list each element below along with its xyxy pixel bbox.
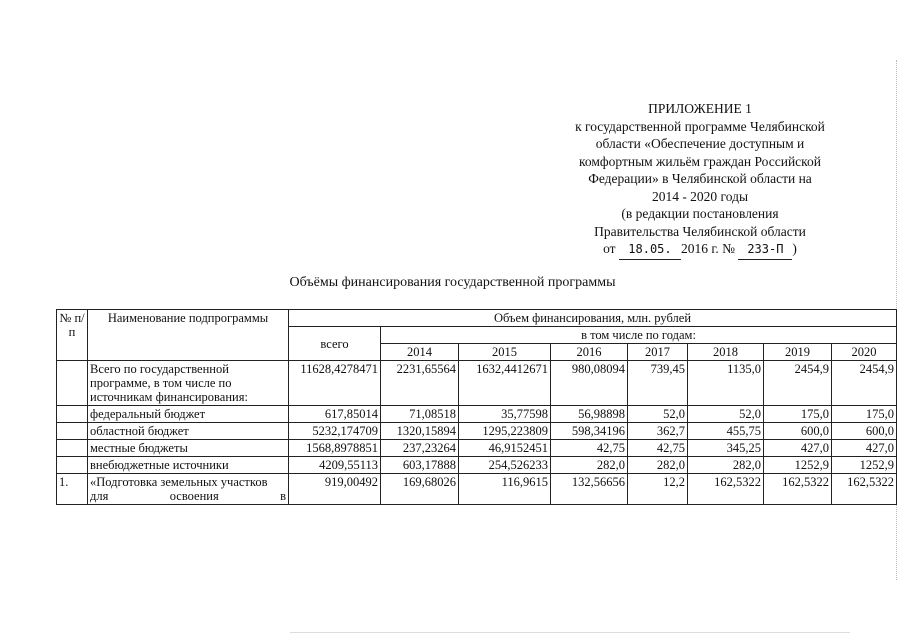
appendix-line: к государственной программе Челябинской — [575, 118, 825, 134]
appendix-line: области «Обеспечение доступным и — [595, 136, 805, 151]
funding-table — [56, 309, 897, 505]
close-paren: ) — [792, 241, 797, 256]
header-year: 2016 — [551, 344, 628, 361]
header-total: всего — [289, 327, 381, 361]
appendix-date-line — [520, 240, 880, 260]
row-value: 1632,4412671 — [459, 361, 551, 406]
row-value: 362,7 — [628, 423, 688, 440]
row-value: 282,0 — [551, 457, 628, 474]
appendix-line: Правительства Челябинской области — [594, 223, 806, 239]
row-no — [57, 423, 88, 440]
header-funding: Объем финансирования, млн. рублей — [289, 310, 897, 327]
row-value: 42,75 — [628, 440, 688, 457]
row-no — [57, 361, 88, 406]
row-value: 282,0 — [628, 457, 688, 474]
row-value: 162,5322 — [764, 474, 832, 505]
row-value: 35,77598 — [459, 406, 551, 423]
row-name: местные бюджеты — [88, 440, 289, 457]
row-value: 427,0 — [832, 440, 897, 457]
row-value: 46,9152451 — [459, 440, 551, 457]
scan-bottom-line — [290, 632, 850, 633]
handwritten-number: 233-П — [738, 241, 792, 260]
row-value: 52,0 — [628, 406, 688, 423]
appendix-line: (в редакции постановления — [621, 206, 779, 221]
table-row — [57, 361, 897, 406]
row-value: 12,2 — [628, 474, 688, 505]
row-value: 739,45 — [628, 361, 688, 406]
row-name: областной бюджет — [88, 423, 289, 440]
row-value: 427,0 — [764, 440, 832, 457]
row-value: 1295,223809 — [459, 423, 551, 440]
header-name: Наименование подпрограммы — [88, 310, 289, 361]
row-value: 1252,9 — [764, 457, 832, 474]
row-value: 1135,0 — [688, 361, 764, 406]
row-no — [57, 440, 88, 457]
row-total: 617,85014 — [289, 406, 381, 423]
row-value: 345,25 — [688, 440, 764, 457]
header-year: 2020 — [832, 344, 897, 361]
row-value: 600,0 — [832, 423, 897, 440]
appendix-line: 2014 - 2020 годы — [651, 188, 749, 204]
row-total: 1568,8978851 — [289, 440, 381, 457]
row-name: внебюджетные источники — [88, 457, 289, 474]
row-name: Всего по государственной программе, в том числе по источникам финансирования: — [88, 361, 289, 406]
row-name: федеральный бюджет — [88, 406, 289, 423]
row-value: 237,23264 — [381, 440, 459, 457]
row-value: 175,0 — [764, 406, 832, 423]
row-total: 4209,55113 — [289, 457, 381, 474]
row-value: 169,68026 — [381, 474, 459, 505]
row-value: 42,75 — [551, 440, 628, 457]
date-suffix: 2016 г. № — [680, 241, 735, 256]
appendix-block — [520, 100, 880, 260]
row-value: 71,08518 — [381, 406, 459, 423]
header-year: 2019 — [764, 344, 832, 361]
row-no — [57, 406, 88, 423]
row-value: 603,17888 — [381, 457, 459, 474]
date-prefix: от — [603, 241, 616, 256]
table-row — [57, 474, 897, 505]
row-value: 162,5322 — [832, 474, 897, 505]
row-value: 1320,15894 — [381, 423, 459, 440]
table-row — [57, 423, 897, 440]
table-row — [57, 406, 897, 423]
row-value: 1252,9 — [832, 457, 897, 474]
table-row — [57, 440, 897, 457]
row-no — [57, 457, 88, 474]
row-value: 2454,9 — [832, 361, 897, 406]
appendix-line: Федерации» в Челябинской области на — [588, 171, 812, 186]
appendix-line: комфортным жильём граждан Российской — [578, 153, 822, 169]
row-total: 5232,174709 — [289, 423, 381, 440]
row-value: 162,5322 — [688, 474, 764, 505]
row-value: 282,0 — [688, 457, 764, 474]
header-year: 2015 — [459, 344, 551, 361]
row-value: 598,34196 — [551, 423, 628, 440]
row-value: 52,0 — [688, 406, 764, 423]
appendix-heading: ПРИЛОЖЕНИЕ 1 — [648, 101, 752, 116]
row-name: «Подготовка земельных участков для освоения в — [88, 474, 289, 505]
header-year: 2017 — [628, 344, 688, 361]
page-title: Объёмы финансирования государственной программы — [289, 275, 616, 290]
row-value: 2231,65564 — [381, 361, 459, 406]
header-year: 2018 — [688, 344, 764, 361]
table-row — [57, 457, 897, 474]
header-by-year: в том числе по годам: — [381, 327, 897, 344]
row-value: 254,526233 — [459, 457, 551, 474]
row-total: 11628,4278471 — [289, 361, 381, 406]
row-value: 56,98898 — [551, 406, 628, 423]
header-no: № п/п — [57, 310, 88, 361]
row-total: 919,00492 — [289, 474, 381, 505]
row-value: 455,75 — [688, 423, 764, 440]
row-value: 2454,9 — [764, 361, 832, 406]
handwritten-date: 18.05. — [619, 241, 681, 260]
header-year: 2014 — [381, 344, 459, 361]
row-value: 980,08094 — [551, 361, 628, 406]
row-value: 600,0 — [764, 423, 832, 440]
row-value: 175,0 — [832, 406, 897, 423]
row-no: 1. — [57, 474, 88, 505]
row-value: 116,9615 — [459, 474, 551, 505]
row-value: 132,56656 — [551, 474, 628, 505]
